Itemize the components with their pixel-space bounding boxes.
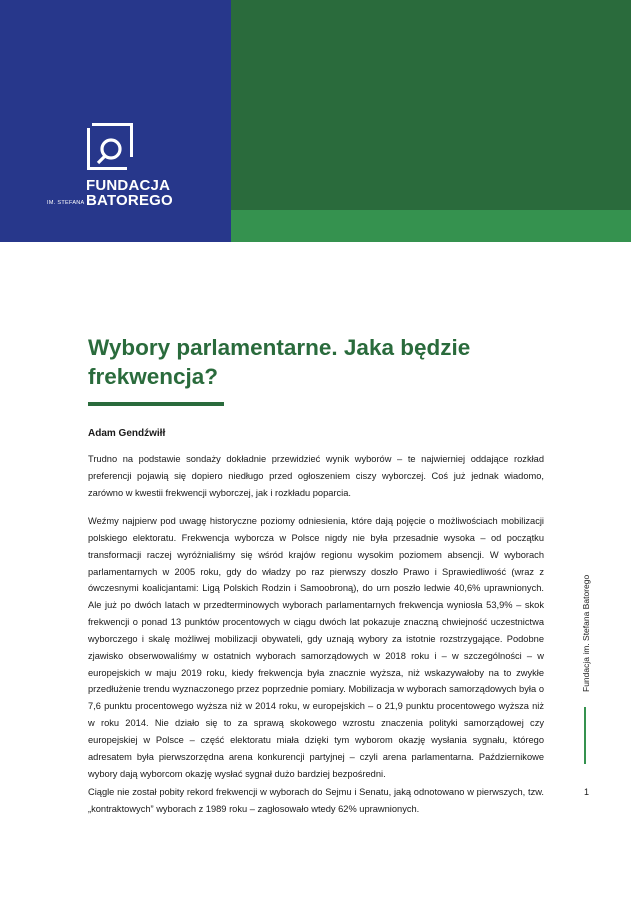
- header-green-band: [231, 0, 631, 210]
- logo-prefix: IM. STEFANA: [47, 200, 85, 206]
- sidebar-publisher-text: Fundacja im. Stefana Batorego: [581, 574, 591, 692]
- author-name: Adam Gendźwiłł: [88, 428, 166, 439]
- paragraph-1: Trudno na podstawie sondaży dokładnie przewidzieć wynik wyborów – te najwierniej oddające rozkład preferencji pojawią się dopiero niedługo przed ogłoszeniem ciszy wyborczej. Coś już jednak wiadomo, zarówno w kwestii frekwencji wyborczej, jak i rozkładu poparcia.: [88, 454, 544, 498]
- logo-text-line1: FUNDACJA: [86, 177, 171, 194]
- paragraph-2: Weźmy najpierw pod uwagę historyczne poziomy odniesienia, które dają pojęcie o możliwościach mobilizacji polskiego elektoratu. Frekwencja wyborcza w Polsce nigdy nie była przesadnie wysoka – od początku transformacji raczej wyróżnialiśmy się wśród krajów regionu wysokim poziomem absencji. W wyborach parlamentarnych w 2005 roku, gdy do władzy po raz pierwszy doszło Prawo i Sprawiedliwość (wraz z ówczesnymi koalicjantami: Ligą Polskich Rodzin i Samoobroną), do urn poszło ledwie 40,6% uprawnionych. Ale już po dwóch latach w przedterminowych wyborach parlamentarnych frekwencja wyniosła 53,9% – skok frekwencji o ponad 13 punktów procentowych w ciągu dwóch lat pokazuje znaczną chwiejność uczestnictwa wyborczego i skalę możliwej mobilizacji obywateli, gdy uznają wybory za istotnie rozstrzygające. Podobne zjawisko obserwowaliśmy w ostatnich wyborach samorządowych w 2018 roku i – w szczególności – w europejskich w maju 2019 roku, kiedy frekwencja była znacznie wyższa, niż wskazywałoby na to zwykłe przedłużenie trendu wyznaczonego przez poprzednie pomiary. Mobilizacja w wyborach samorządowych była o 7,6 punktu procentowego wyższa niż w 2014 roku, w europejskich – o 21,9 punktu procentowego wyższa niż w roku 2014. Nie działo się to za sprawą skokowego wzrostu znaczenia polityki samorządowej czy europejskiej w Polsce – część elektoratu miała dzięki tym wyborom okazję wysłania sygnału, którego adresatem była pierwszorzędna arena konkurencji partyjnej – czyli arena parlamentarna. Październikowe wybory dają wyborcom okazję wysłać sygnał dużo bardziej bezpośredni.: [88, 516, 544, 779]
- sidebar-accent-rule: [584, 707, 586, 764]
- foundation-logo-icon: [87, 123, 133, 170]
- header-green-stripe: [231, 210, 631, 242]
- document-title: Wybory parlamentarne. Jaka będzie frekwencja?: [88, 335, 471, 389]
- title-underline: [88, 402, 224, 406]
- logo-text-line2: BATOREGO: [86, 192, 173, 209]
- page-number: 1: [584, 787, 590, 797]
- paragraph-3: Ciągle nie został pobity rekord frekwencji w wyborach do Sejmu i Senatu, jaką odnotowano w pierwszych, tzw. „kontraktowych” wyborach z 1989 roku – zagłosowało wtedy 62% uprawnionych.: [88, 787, 544, 814]
